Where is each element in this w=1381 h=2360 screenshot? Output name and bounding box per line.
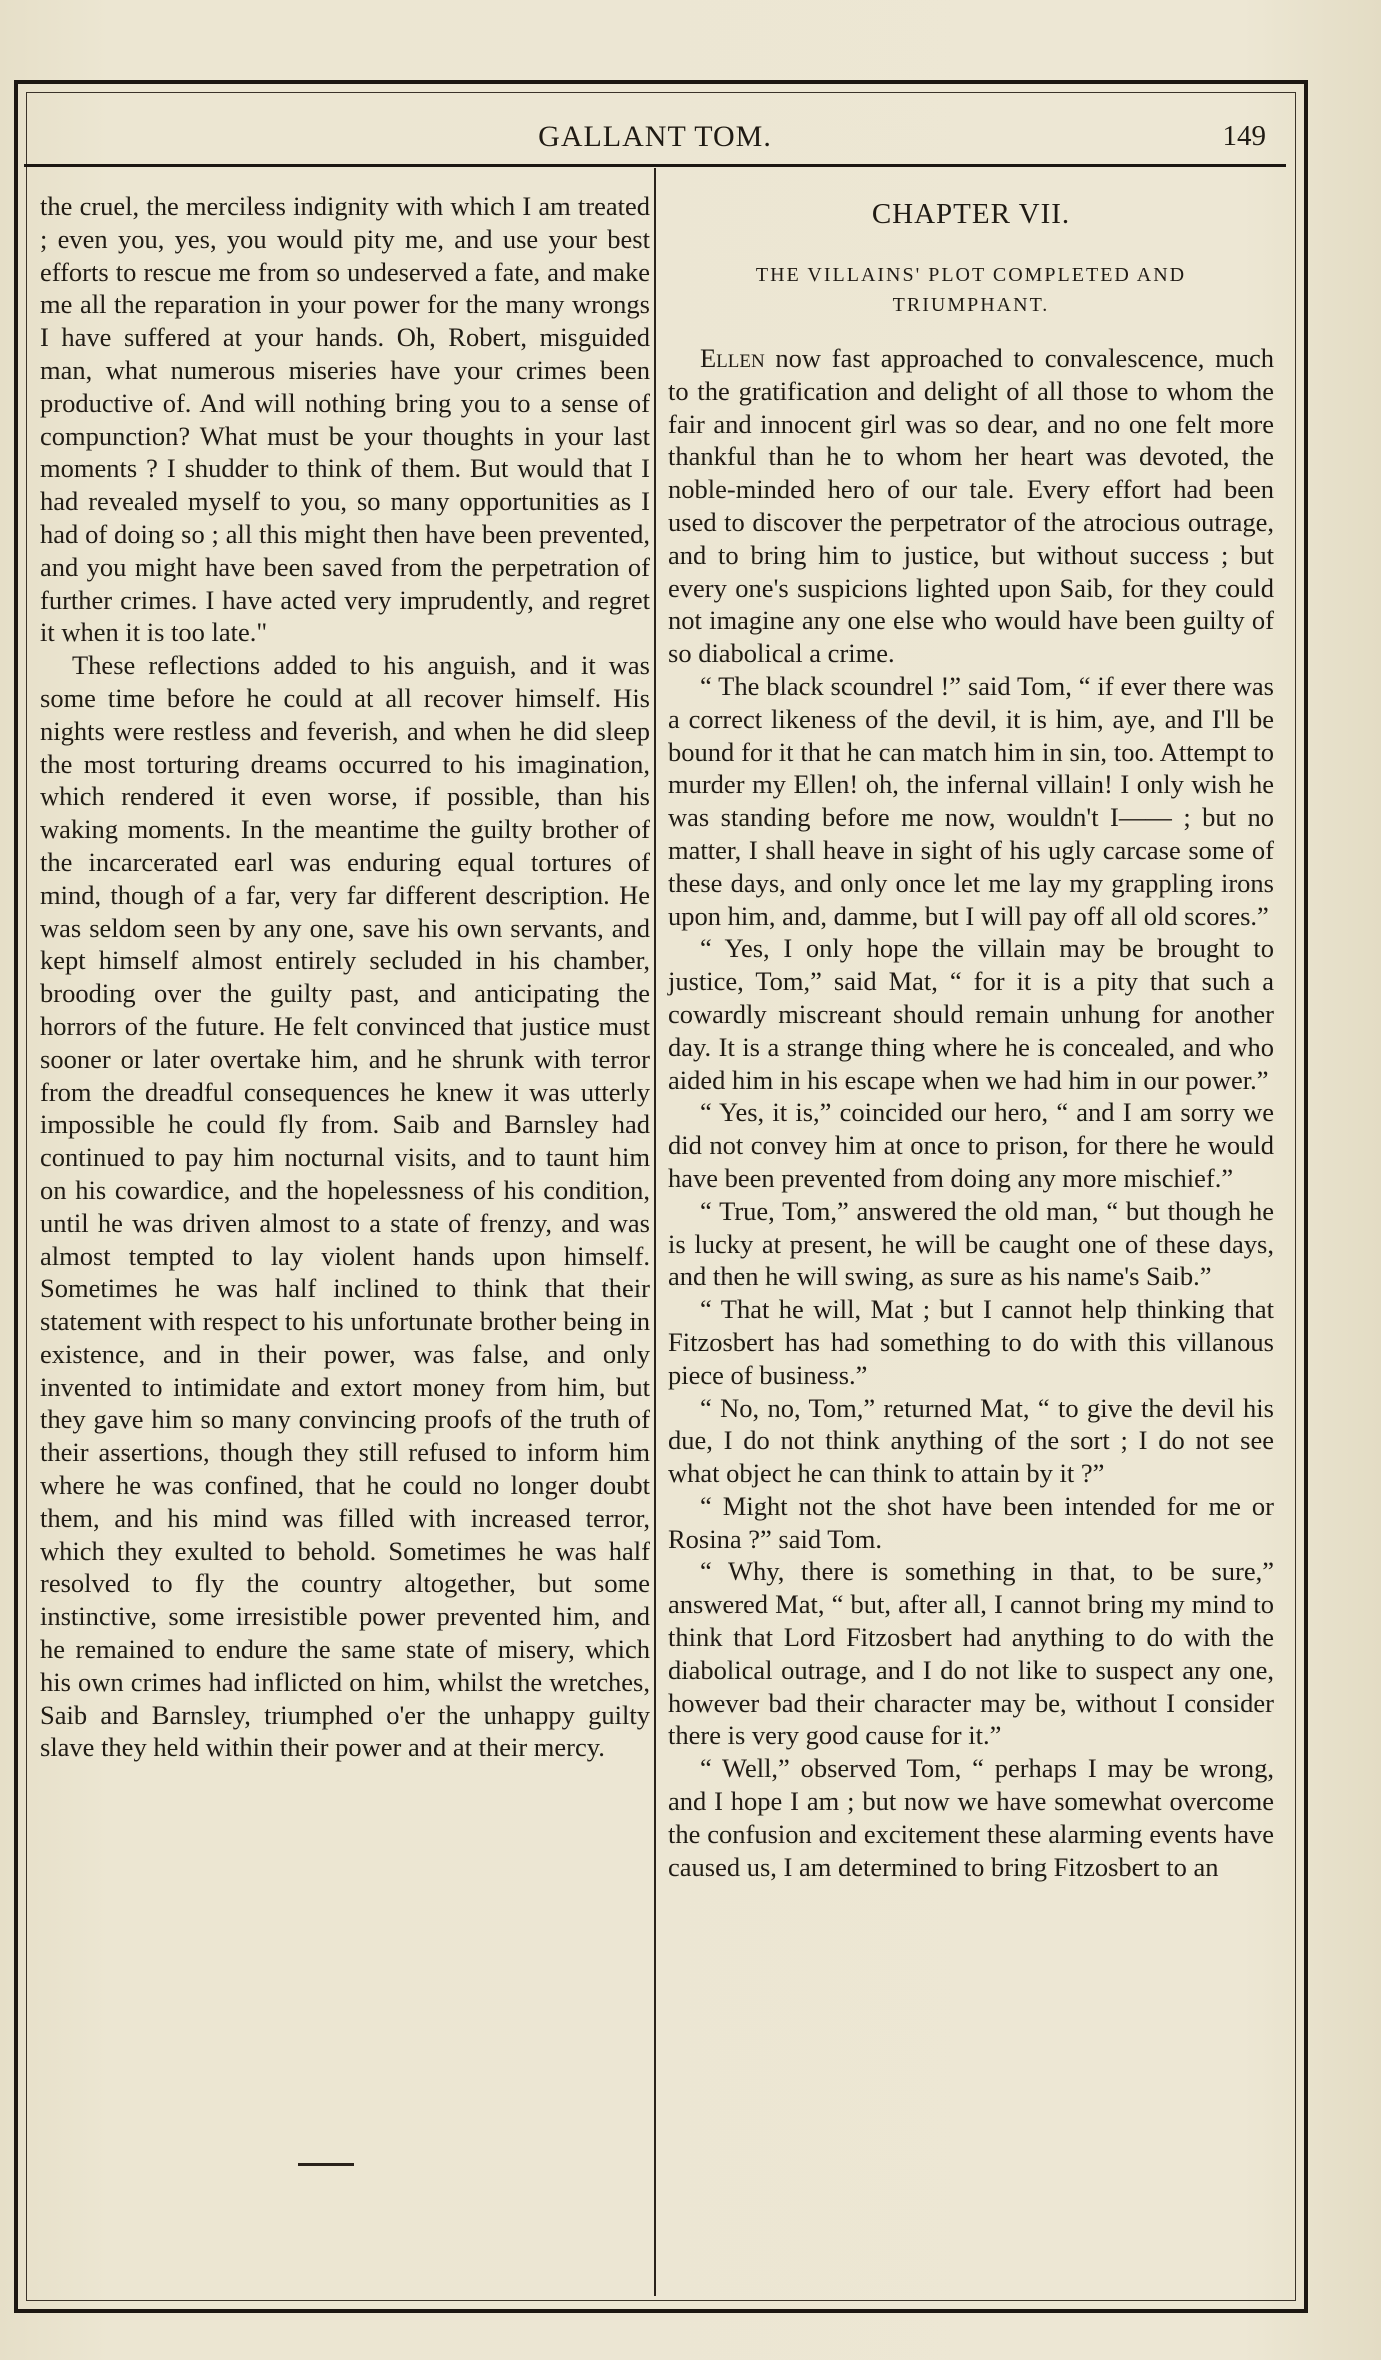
right-paragraph-8: “ Why, there is something in that, to be sure,” answered Mat, “ but, after all, I cannot bring my mind to think that Lord Fitzosbert had anything to do with the diabolical outrage, and I do not like to suspect any one, however bad their character may be, without I consider there is very good cause for it.”	[668, 1556, 1274, 1751]
left-column	[40, 190, 650, 1764]
left-paragraph-2: These reflections added to his anguish, and it was some time before he could at all recover himself. His nights were restless and feverish, and when he did sleep the most torturing dreams occurred to his imagination, which rendered it even worse, if possible, than his waking moments. In the meantime the guilty brother of the incarcerated earl was enduring equal tortures of mind, though of a far, very far different description. He was seldom seen by any one, save his own servants, and kept himself almost entirely secluded in his chamber, brooding over the guilty past, and anticipating the horrors of the future. He felt convinced that justice must sooner or later overtake him, and he shrunk with terror from the dreadful consequences he knew it was utterly impossible he could fly from. Saib and Barnsley had continued to pay him nocturnal visits, and to taunt him on his cowardice, and the hopelessness of his condition, until he was driven almost to a state of frenzy, and was almost tempted to lay violent hands upon himself. Sometimes he was half inclined to think that their statement with respect to his unfortunate brother being in existence, and in their power, was false, and only invented to intimidate and extort money from him, but they gave him so many convincing proofs of the truth of their assertions, though they still refused to inform him where he was confined, that he could no longer doubt them, and his mind was filled with increased terror, which they exulted to behold. Sometimes he was half resolved to fly the country altogether, but some instinctive, some irresistible power prevented him, and he remained to endure the same state of misery, which his own crimes had inflicted on him, whilst the wretches, Saib and Barnsley, triumphed o'er the unhappy guilty slave they held within their power and at their mercy.	[40, 650, 650, 1763]
right-paragraph-9: “ Well,” observed Tom, “ perhaps I may be wrong, and I hope I am ; but now we have somewhat overcome the confusion and excitement these alarming events have caused us, I am determined to bring Fitzosbert to an	[668, 1753, 1274, 1882]
right-paragraph-2: “ Yes, I only hope the villain may be brought to justice, Tom,” said Mat, “ for it is a pity that such a cowardly miscreant should remain unhung for another day. It is a strange thing where he is concealed, and who aided him in his escape when we had him in our power.”	[668, 933, 1274, 1095]
page-number: 149	[1222, 120, 1266, 152]
right-paragraph-1: “ The black scoundrel !” said Tom, “ if ever there was a correct likeness of the devil, it is him, aye, and I'll be bound for it that he can match him in sin, too. Attempt to murder my Ellen! oh, the infernal villain! I only wish he was standing before me now, wouldn't I—— ; but no matter, I shall heave in sight of his ugly carcase some of these days, and only once let me lay my grappling irons upon him, and, damme, but I will pay off all old scores.”	[668, 670, 1274, 931]
chapter-subtitle: THE VILLAINS' PLOT COMPLETED AND TRIUMPHANT.	[755, 264, 1187, 316]
section-end-rule	[298, 2163, 354, 2166]
right-paragraph-5: “ That he will, Mat ; but I cannot help thinking that Fitzosbert has had something to do with this villanous piece of business.”	[668, 1294, 1274, 1390]
right-paragraph-7: “ Might not the shot have been intended for me or Rosina ?” said Tom.	[668, 1490, 1274, 1554]
right-column	[668, 198, 1274, 1883]
column-divider	[654, 168, 656, 2296]
lead-word: Ellen	[700, 343, 765, 373]
header-rule	[24, 164, 1286, 167]
opening-text: now fast approached to convalescence, much to the gratification and delight of all those to whom the fair and innocent girl was so dear, and no one felt more thankful than he to whom her heart was devoted, the noble-minded hero of our tale. Every effort had been used to discover the perpetrator of the atrocious outrage, and to bring him to justice, but without success ; but every one's suspicions lighted upon Saib, for they could not imagine any one else who would have been guilty of so diabolical a crime.	[668, 343, 1274, 669]
page-header	[24, 100, 1286, 162]
left-paragraph-1: the cruel, the merciless indignity with which I am treated ; even you, yes, you would pity me, and use your best efforts to rescue me from so undeserved a fate, and make me all the reparation in your power for the many wrongs I have suffered at your hands. Oh, Robert, misguided man, what numerous miseries have your crimes been productive of. And will nothing bring you to a sense of compunction? What must be your thoughts in your last moments ? I shudder to think of them. But would that I had revealed myself to you, so many opportunities as I had of doing so ; all this might then have been prevented, and you might have been saved from the perpetration of further crimes. I have acted very imprudently, and regret it when it is too late."	[40, 191, 650, 648]
right-paragraph-4: “ True, Tom,” answered the old man, “ but though he is lucky at present, he will be caught one of these days, and then he will swing, as sure as his name's Saib.”	[668, 1195, 1274, 1292]
chapter-opening-paragraph	[668, 342, 1274, 670]
right-paragraph-3: “ Yes, it is,” coincided our hero, “ and I am sorry we did not convey him at once to prison, for there he would have been prevented from doing any more mischief.”	[668, 1097, 1274, 1193]
running-title: GALLANT TOM.	[538, 120, 772, 153]
chapter-title: CHAPTER VII.	[871, 198, 1071, 230]
right-paragraph-6: “ No, no, Tom,” returned Mat, “ to give the devil his due, I do not think anything of the sort ; I do not see what object he can think to attain by it ?”	[668, 1392, 1274, 1489]
